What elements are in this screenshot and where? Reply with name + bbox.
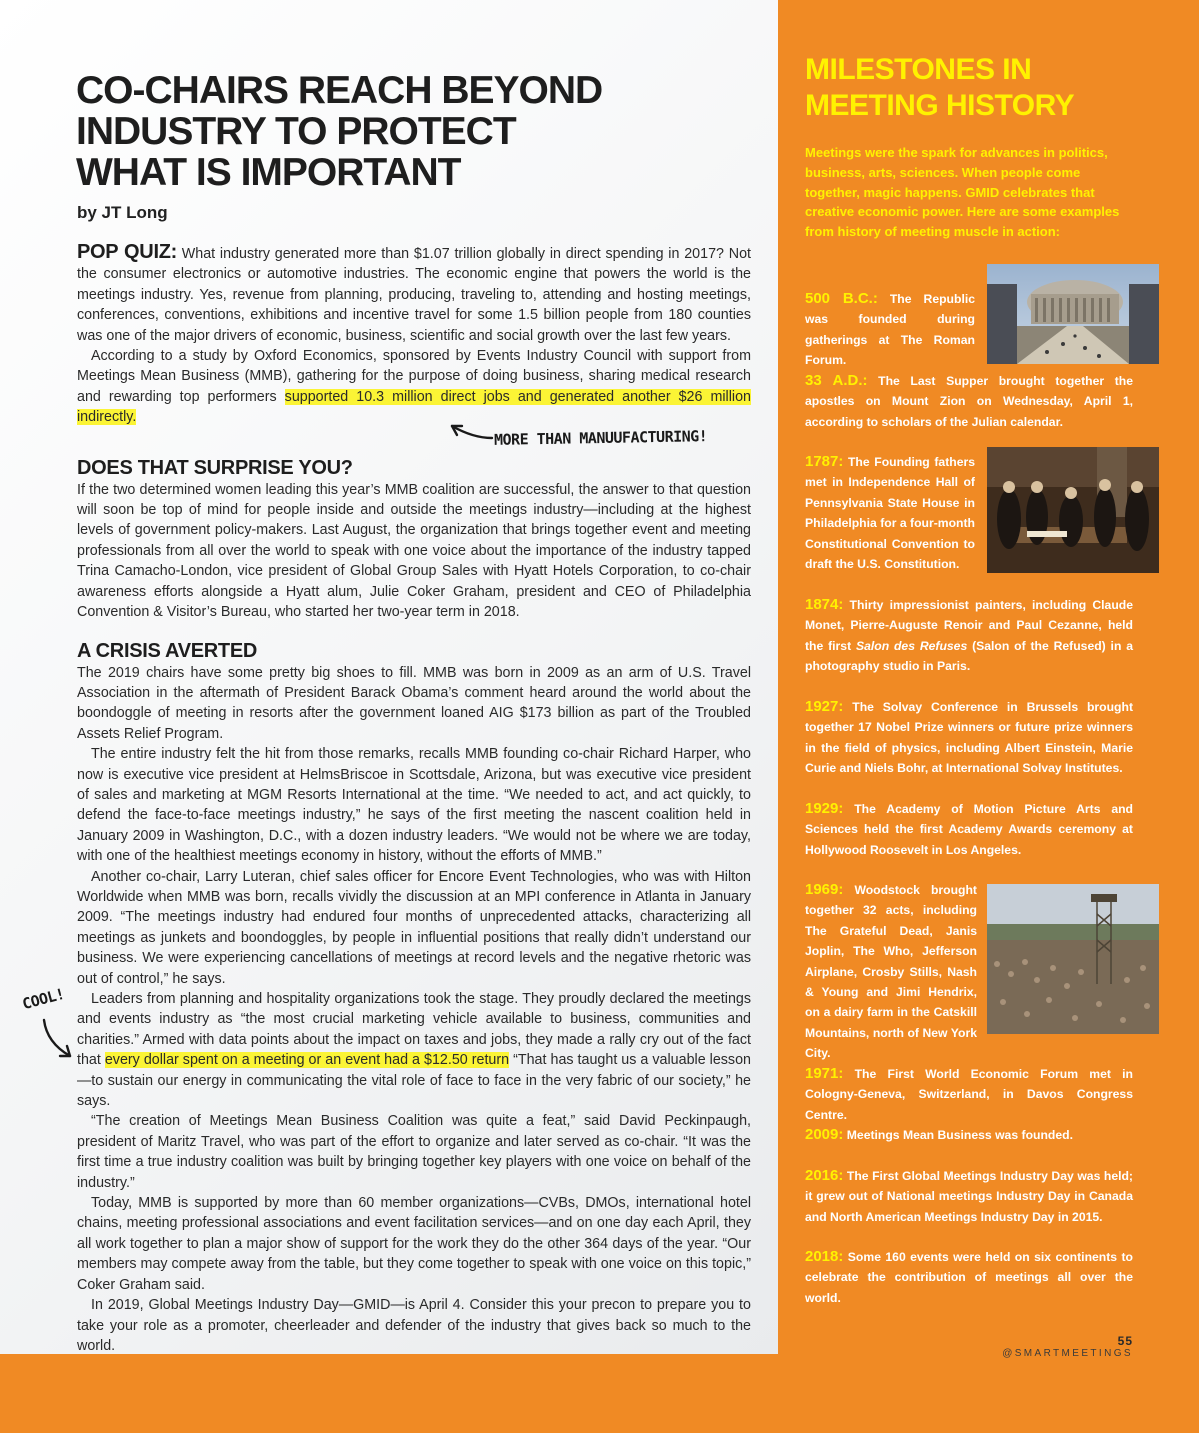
woodstock-crowd-photo (987, 884, 1159, 1034)
milestone-year: 1969: (805, 881, 844, 898)
milestone-text: Meetings Mean Business was founded. (843, 1128, 1073, 1142)
roman-forum-photo (987, 264, 1159, 364)
article-headline (76, 70, 736, 193)
paragraph-text: What industry generated more than $1.07 trillion globally in direct spending in 2017? Not the consumer electronics or automotive industries. The economic engine that powers the world is the meetings industry. Yes, revenue from planning, producing, traveling to, attending and hosting meetings, conferences, conventions, exhibitions and incentive travel for some 1.5 billion people from 180 counties was one of the major drivers of economic, business, scientific and social growth over the last few years. (77, 246, 751, 344)
milestone-text: The Solvay Conference in Brussels brought together 17 Nobel Prize winners or future prize winners in the field of physics, including Albert Einstein, Marie Curie and Niels Bohr, at International Solvay Institutes. (805, 700, 1133, 776)
milestone-year: 33 A.D.: (805, 372, 868, 389)
headline-line: INDUSTRY TO PROTECT (76, 110, 516, 153)
milestone-italic: Salon des Refuses (855, 638, 968, 653)
milestone-item (805, 289, 975, 371)
milestone-item (805, 1166, 1133, 1227)
paragraph: “The creation of Meetings Mean Business Coalition was quite a feat,” said David Peckinpaugh, president of Maritz Travel, who was part of the effort to organize and later served as co-chair. “It was the first time a true industry coalition was built by bringing together key players with one voice on behalf of the industry.” (77, 1113, 751, 1191)
byline: by JT Long (77, 203, 168, 222)
milestone-text: The Republic was founded during gatherings at The Roman Forum. (805, 292, 975, 368)
milestone-item (805, 799, 1133, 860)
milestone-year: 2009: (805, 1126, 844, 1143)
milestone-text: Some 160 events were held on six continents to celebrate the contribution of meetings all over the world. (805, 1250, 1133, 1305)
handwritten-note: COOL! (20, 984, 67, 1014)
milestone-year: 1874: (805, 596, 844, 613)
social-handle: @SMARTMEETINGS (1002, 1348, 1133, 1359)
milestone-year: 2016: (805, 1167, 844, 1184)
milestone-text: Thirty impressionist painters, including Claude Monet, Pierre-Auguste Renoir and Paul Cezanne, held the first (805, 598, 1133, 653)
headline-line: CO-CHAIRS REACH BEYOND (76, 69, 603, 112)
milestone-year: 2018: (805, 1248, 844, 1265)
milestone-year: 1971: (805, 1065, 844, 1082)
paragraph (77, 989, 751, 1111)
paragraph: In 2019, Global Meetings Industry Day—GMID—is April 4. Consider this your precon to prepare you to take your role as a promoter, cheerleader and defender of the industry that gives back so much to the world. (77, 1297, 751, 1354)
section-heading: A CRISIS AVERTED (77, 639, 258, 662)
headline-line: WHAT IS IMPORTANT (76, 151, 461, 194)
milestone-year: 500 B.C.: (805, 290, 878, 307)
paragraph (77, 242, 751, 346)
sidebar-title-line: MILESTONES IN (805, 53, 1032, 86)
paragraph: Today, MMB is supported by more than 60 member organizations—CVBs, DMOs, international hotel chains, meeting professional associations and event facilitation services—and on one day each April, they all work together to plan a major show of support for the work they do the other 364 days of the year. “Our members may compete away from the table, but they come together to speak with one voice on this topic,” Coker Graham said. (77, 1195, 751, 1293)
milestone-item (805, 1247, 1133, 1308)
sidebar-title (805, 52, 1074, 124)
milestone-year: 1787: (805, 453, 844, 470)
milestone-item (805, 1064, 1133, 1125)
pop-quiz-lead: POP QUIZ: (77, 241, 177, 263)
milestone-item (805, 697, 1133, 779)
milestone-text: The First Global Meetings Industry Day was held; it grew out of National meetings Industry Day in Canada and North American Meetings Industry Day in 2015. (805, 1169, 1133, 1224)
arrow-icon (446, 418, 494, 444)
page-number: 55 (1117, 1334, 1133, 1348)
sidebar-intro: Meetings were the spark for advances in politics, business, arts, sciences. When people come together, magic happens. GMID celebrates that creative economic power. Here are some examples from history of meeting muscle in action: (805, 145, 1120, 240)
paragraph: Another co-chair, Larry Luteran, chief sales officer for Encore Event Technologies, who was with Hilton Worldwide when MMB was born, recalls vividly the discussion at an MPI conference in Atlanta in January 2009. “The meetings industry had endured four months of unprecedented attacks, characterizing all meetings as junkets and boondoggles, by people in influential positions that really didn’t understand our business. We were experiencing cancellations of meetings at record levels and the negative rhetoric was out of control,” he says. (77, 868, 751, 987)
paragraph: If the two determined women leading this year’s MMB coalition are successful, the answer to that question will soon be top of mind for people inside and outside the meetings industry—including at the highest levels of government policy-makers. Last August, the organization that brings together event and meeting professionals from all over the world to speak with one voice about the importance of the industry tapped Trina Camacho-London, vice president of Global Group Sales with Hyatt Hotels Corporation, to co-chair awareness efforts alongside a Hyatt alum, Julie Coker Graham, president and CEO of Philadelphia Convention & Visitor’s Bureau, who started her two-year term in 2018. (77, 481, 751, 621)
milestone-item (805, 452, 975, 574)
handwritten-note: MORE THAN MANUUFACTURING! (493, 427, 708, 449)
milestone-item (805, 880, 977, 1064)
highlighted-text: every dollar spent on a meeting or an event had a $12.50 return (104, 1052, 510, 1069)
milestone-item (805, 371, 1133, 432)
paragraph: The 2019 chairs have some pretty big shoes to fill. MMB was born in 2009 as an arm of U.S. Travel Association in the aftermath of President Barack Obama’s comment heard around the world about the boondoggle of meeting in resorts after the government loaned AIG $173 billion as part of the Troubled Assets Relief Program. (77, 664, 751, 742)
section-heading: DOES THAT SURPRISE YOU? (77, 456, 353, 479)
paragraph-text: “That has taught us a valuable lesson—to sustain our energy in communicating the vital role of face to face in the very fabric of our society,” he says. (77, 1052, 751, 1110)
arrow-icon (36, 1018, 76, 1062)
milestone-item (805, 1125, 1133, 1145)
paragraph: The entire industry felt the hit from those remarks, recalls MMB founding co-chair Richard Harper, who now is executive vice president at HelmsBriscoe in Scottsdale, Arizona, but was executive vice president of sales and marketing at MGM Resorts International at the time. “We needed to act, and act quickly, to defend the face-to-face meetings industry,” he says of the first meeting the nascent coalition held in January 2009 in Washington, D.C., with a dozen industry leaders. “We would not be where we are today, with one of the healthiest meetings economy in history, without the efforts of MMB.” (77, 746, 751, 865)
milestone-text: Woodstock brought together 32 acts, including The Grateful Dead, Janis Joplin, The Who, Jefferson Airplane, Crosby Stills, Nash & Young and Jimi Hendrix, on a dairy farm in the Catskill Mountains, north of New York City. (805, 883, 977, 1061)
milestone-text: The Academy of Motion Picture Arts and Sciences held the first Academy Awards ceremony at Hollywood Roosevelt in Los Angeles. (805, 802, 1133, 857)
milestone-item (805, 595, 1133, 677)
highlighted-text: supported 10.3 million direct jobs and generated another $26 million indirectly. (77, 388, 751, 426)
milestone-year: 1929: (805, 800, 844, 817)
milestone-year: 1927: (805, 698, 844, 715)
sidebar-title-line: MEETING HISTORY (805, 89, 1075, 122)
milestone-text: The First World Economic Forum met in Cologny-Geneva, Switzerland, in Davos Congress Centre. (805, 1067, 1133, 1122)
paragraph (77, 346, 751, 428)
article-body (77, 242, 751, 1356)
milestone-text: The Last Supper brought together the apostles on Mount Zion on Wednesday, April 1, according to scholars of the Julian calendar. (805, 374, 1133, 429)
milestone-text: (Salon of the Refused) in a photography studio in Paris. (805, 638, 1133, 674)
milestone-text: The Founding fathers met in Independence Hall of Pennsylvania State House in Philadelphia for a four-month Constitutional Convention to draft the U.S. Constitution. (805, 455, 975, 572)
paragraph-text: According to a study by Oxford Economics, sponsored by Events Industry Council with support from Meetings Mean Business (MMB), gathering for the purpose of doing business, sharing medical research and rewarding top performers (77, 348, 751, 405)
paragraph-text: Leaders from planning and hospitality organizations took the stage. They proudly declared the meetings and events industry as “the most crucial marketing vehicle available to business, communities and charities.” Armed with data points about the impact on taxes and jobs, they made a rally cry out of the fact that (77, 991, 751, 1069)
constitutional-convention-painting (987, 447, 1159, 573)
